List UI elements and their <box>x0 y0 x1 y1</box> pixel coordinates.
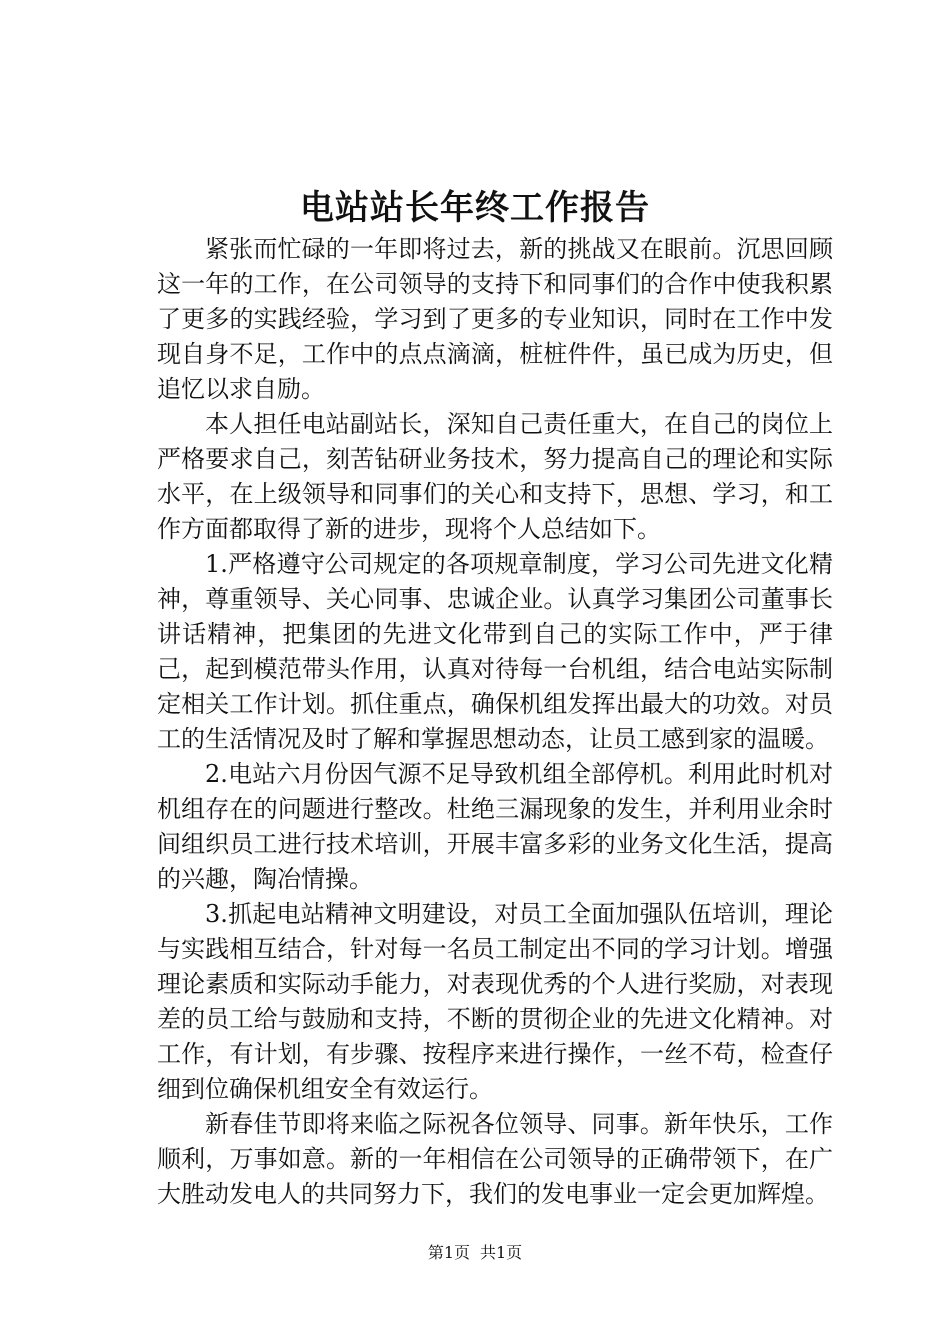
paragraph-item-2: 2.电站六月份因气源不足导致机组全部停机。利用此时机对机组存在的问题进行整改。杜绝三漏现象的发生，并利用业余时间组织员工进行技术培训，开展丰富多彩的业务文化生活，提高的兴趣，陶冶情操。 <box>157 760 833 893</box>
document-title: 电站站长年终工作报告 <box>300 188 650 228</box>
paragraph-intro: 紧张而忙碌的一年即将过去，新的挑战又在眼前。沉思回顾这一年的工作，在公司领导的支持下和同事们的合作中使我积累了更多的实践经验，学习到了更多的专业知识，同时在工作中发现自身不足，工作中的点点滴滴，桩桩件件，虽已成为历史，但追忆以求自励。 <box>157 235 833 403</box>
paragraph-role: 本人担任电站副站长，深知自己责任重大，在自己的岗位上严格要求自己，刻苦钻研业务技术，努力提高自己的理论和实际水平，在上级领导和同事们的关心和支持下，思想、学习，和工作方面都取得了新的进步，现将个人总结如下。 <box>157 410 833 543</box>
paragraph-closing: 新春佳节即将来临之际祝各位领导、同事。新年快乐，工作顺利，万事如意。新的一年相信在公司领导的正确带领下，在广大胜动发电人的共同努力下，我们的发电事业一定会更加辉煌。 <box>157 1110 833 1208</box>
page-footer <box>0 1242 950 1264</box>
paragraph-item-3: 3.抓起电站精神文明建设，对员工全面加强队伍培训，理论与实践相互结合，针对每一名员工制定出不同的学习计划。增强理论素质和实际动手能力，对表现优秀的个人进行奖励，对表现差的员工给与鼓励和支持，不断的贯彻企业的先进文化精神。对工作，有计划，有步骤、按程序来进行操作，一丝不苟，检查仔细到位确保机组安全有效运行。 <box>157 900 833 1103</box>
page-total: 共1页 <box>480 1243 523 1262</box>
page-number: 第1页 <box>427 1243 470 1262</box>
paragraph-item-1: 1.严格遵守公司规定的各项规章制度，学习公司先进文化精神，尊重领导、关心同事、忠诚企业。认真学习集团公司董事长讲话精神，把集团的先进文化带到自己的实际工作中，严于律己，起到模范带头作用，认真对待每一台机组，结合电站实际制定相关工作计划。抓住重点，确保机组发挥出最大的功效。对员工的生活情况及时了解和掌握思想动态，让员工感到家的温暖。 <box>157 550 833 753</box>
document-body <box>157 232 833 1212</box>
